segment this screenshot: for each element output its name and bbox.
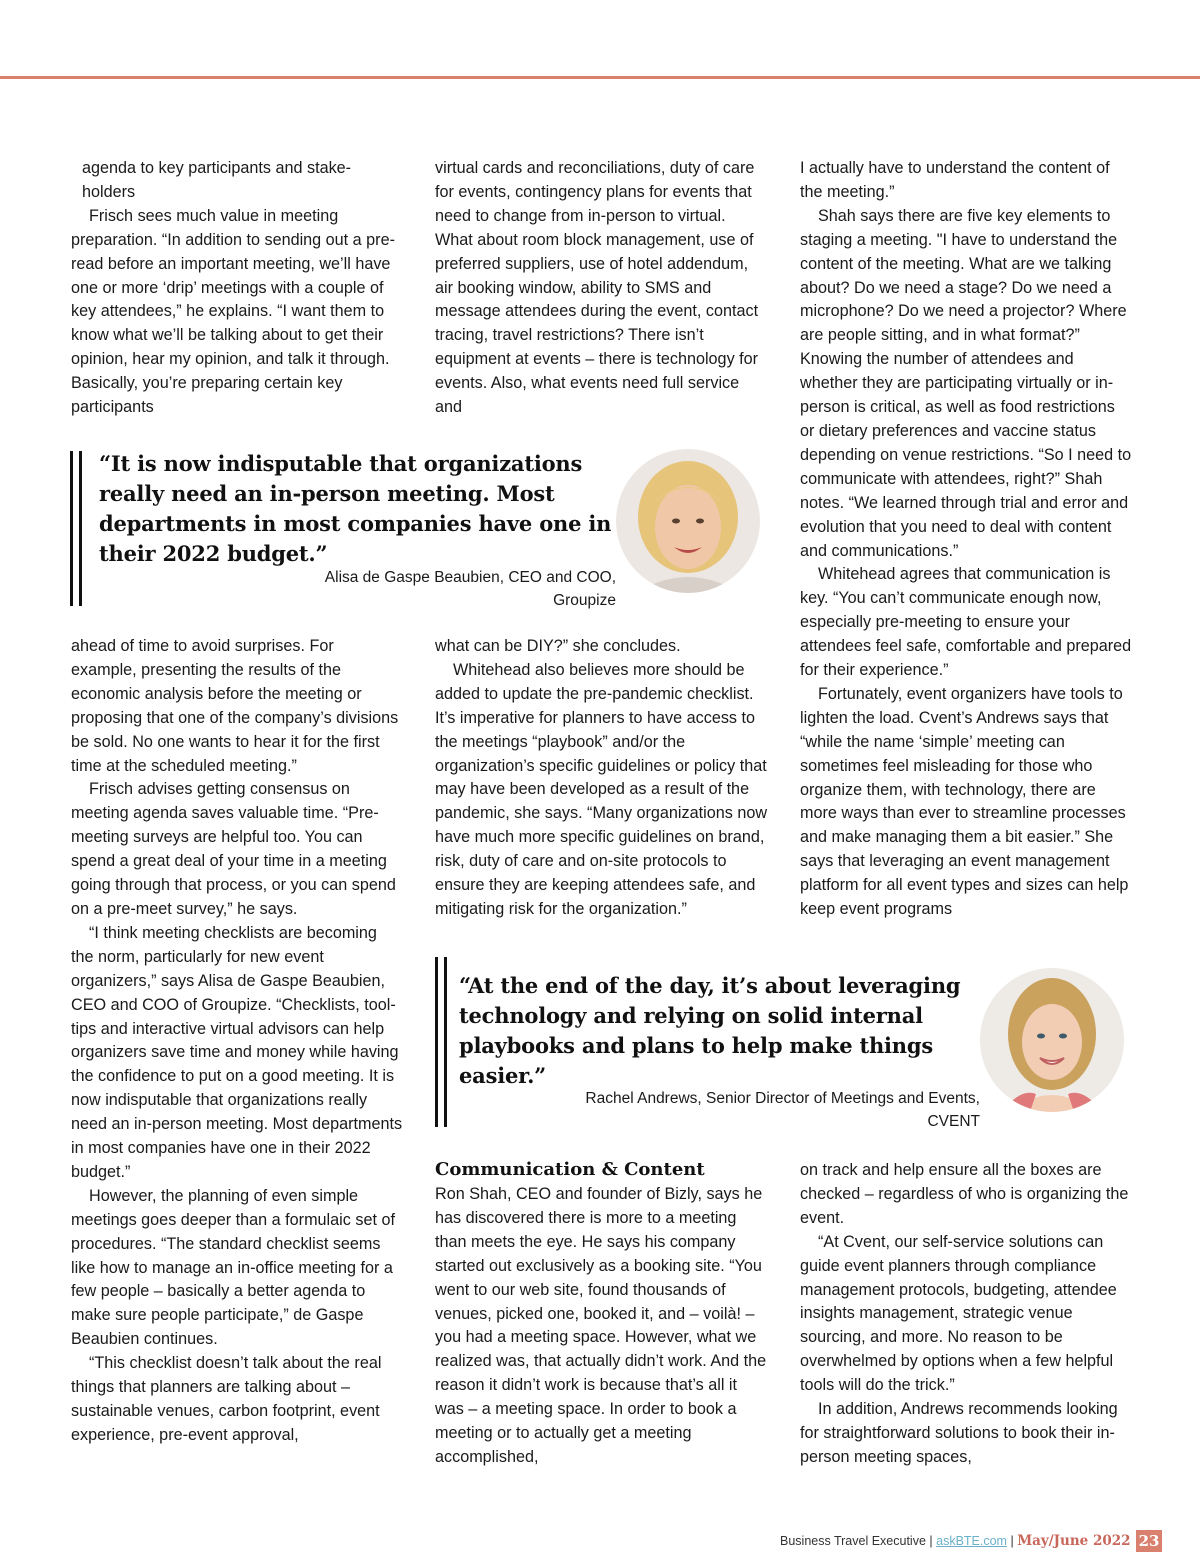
paragraph: what can be DIY?” she concludes. xyxy=(435,637,681,655)
column-2-middle xyxy=(435,635,767,922)
portrait-photo xyxy=(616,449,760,593)
attribution-line: CVENT xyxy=(927,1113,980,1130)
section-heading: Communication & Content xyxy=(435,1159,705,1180)
column-3-top xyxy=(800,157,1132,922)
paragraph: In addition, Andrews recommends looking for straightforward solutions to book their in-person meeting spaces, xyxy=(800,1400,1118,1466)
paragraph: Frisch sees much value in meeting preparation. “In addition to sending out a pre-read before an important meeting, we’ll have one or more ‘drip’ meetings with a couple of key attendees,” he explains. “I want them to know what we’ll be talking about to get their opinion, hear my opinion, and talk it through. Basically, you’re preparing certain key participants xyxy=(71,206,395,417)
portrait-photo xyxy=(980,968,1124,1112)
website-link[interactable]: askBTE.com xyxy=(936,1534,1007,1548)
paragraph: “At Cvent, our self-service solutions can guide event planners through compliance management protocols, budgeting, attendee insights management, strategic venue sourcing, and more. No reason to be overwhelmed by options when a few helpful tools will do the trick.” xyxy=(800,1232,1117,1395)
column-1-top xyxy=(71,157,403,420)
paragraph: I actually have to understand the content of the meeting.” xyxy=(800,159,1110,201)
attribution-line: Rachel Andrews, Senior Director of Meetings and Events, xyxy=(585,1090,980,1107)
pull-quote-bar xyxy=(70,451,84,606)
issue-date: May/June 2022 xyxy=(1017,1533,1131,1549)
pull-quote-attribution xyxy=(500,1087,980,1133)
paragraph: “I think meeting checklists are becoming the norm, particularly for new event organizers,” says Alisa de Gaspe Beaubien, CEO and COO of Groupize. “Checklists, tool-tips and interactive virtual advisors can help organizers save time and money while having the confidence to put on a good meeting. It is now indisputable that organizations really need an in-person meeting. Most departments in most companies have one in their 2022 budget.” xyxy=(71,923,403,1181)
page-footer xyxy=(780,1532,1131,1550)
paragraph: Shah says there are five key elements to staging a meeting. "I have to understand the content of the meeting. What are we talking about? Do we need a stage? Do we need a microphone? Do we need a projector? Where are people sitting, and in what format?” Knowing the number of attendees and whether they are participating virtually or in-person is critical, as well as food restrictions or dietary preferences and vaccine status depending on venue restrictions. “So I need to communicate with attendees, right?” Shah notes. “We learned through trial and error and evolution that you need to deal with content and communications.” xyxy=(800,206,1132,560)
portrait-image xyxy=(616,449,760,593)
attribution-line: Groupize xyxy=(553,592,616,609)
paragraph: However, the planning of even simple meetings goes deeper than a formulaic set of procedures. “The standard checklist seems like how to manage an in-office meeting for a few people – basically a better agenda to make sure people participate,” de Gaspe Beaubien continues. xyxy=(71,1186,395,1349)
paragraph: on track and help ensure all the boxes are checked – regardless of who is organizing the event. xyxy=(800,1161,1129,1227)
column-3-bottom xyxy=(800,1159,1132,1470)
page-number: 23 xyxy=(1136,1530,1162,1552)
footer-separator: | xyxy=(929,1534,933,1548)
paragraph: virtual cards and reconciliations, duty of care for events, contingency plans for events that need to change from in-person to virtual. What about room block management, use of preferred suppliers, use of hotel addendum, air booking window, ability to SMS and message attendees during the event, contact tracing, travel restrictions? There isn’t equipment at events – there is technology for events. Also, what events need full service and xyxy=(435,159,759,417)
column-1-bottom xyxy=(71,635,403,1448)
paragraph: Frisch advises getting consensus on meeting agenda saves valuable time. “Pre-meeting surveys are helpful too. You can spend a great deal of your time in a meeting going through that process, or you can spend on a pre-meet survey,” he says. xyxy=(71,780,396,918)
paragraph: ahead of time to avoid surprises. For example, presenting the results of the economic analysis before the meeting or proposing that one of the company’s divisions be sold. No one wants to hear it for the first time at the scheduled meeting.” xyxy=(71,637,399,775)
paragraph: Whitehead agrees that communication is key. “You can’t communicate enough now, especially pre-meeting to ensure your attendees feel safe, comfortable and prepared for their experience.” xyxy=(800,565,1132,680)
paragraph: Whitehead also believes more should be added to update the pre-pandemic checklist. It’s imperative for planners to have access to the meetings “playbook” and/or the organization’s specific guidelines or policy that may have been developed as a result of the pandemic, she says. “Many organizations now have much more specific guidelines on brand, risk, duty of care and on-site protocols to ensure they are keeping attendees safe, and mitigating risk for the organization.” xyxy=(435,660,768,918)
paragraph: Fortunately, event organizers have tools to lighten the load. Cvent’s Andrews says that “while the name ‘simple’ meeting can sometimes feel misleading for those who organize them, with technology, there are more ways than ever to streamline processes and make managing them a bit easier.” She says that leveraging an event management platform for all event types and sizes can help keep event programs xyxy=(800,684,1129,919)
portrait-image xyxy=(980,968,1124,1112)
paragraph: Ron Shah, CEO and founder of Bizly, says he has discovered there is more to a meeting than meets the eye. He says his company started out exclusively as a booking site. “You went to our web site, found thousands of venues, picked one, booked it, and – voilà! – you had a meeting space. However, what we realized was, that actually didn’t work. And the reason it didn’t work is because that’s all it was – a meeting space. In order to book a meeting or to actually get a meeting accomplished, xyxy=(435,1185,767,1466)
paragraph: “This checklist doesn’t talk about the real things that planners are talking about – sustainable venues, carbon footprint, event experience, pre-event approval, xyxy=(71,1354,382,1444)
column-2-top xyxy=(435,157,767,420)
pull-quote-text: “It is now indisputable that organizations really need an in-person meeting. Most departments in most companies have one in their 2022 budget.” xyxy=(99,451,612,566)
column-2-bottom xyxy=(435,1157,767,1470)
publication-name: Business Travel Executive xyxy=(780,1534,926,1548)
header-rule xyxy=(0,76,1200,79)
pull-quote-attribution xyxy=(250,566,616,612)
footer-separator: | xyxy=(1010,1534,1014,1548)
pull-quote-bar xyxy=(435,957,449,1127)
attribution-line: Alisa de Gaspe Beaubien, CEO and COO, xyxy=(324,569,616,586)
paragraph: agenda to key participants and stake-holders xyxy=(82,159,352,201)
pull-quote-text: “At the end of the day, it’s about leveraging technology and relying on solid internal playbooks and plans to help make things easier.” xyxy=(459,973,961,1088)
